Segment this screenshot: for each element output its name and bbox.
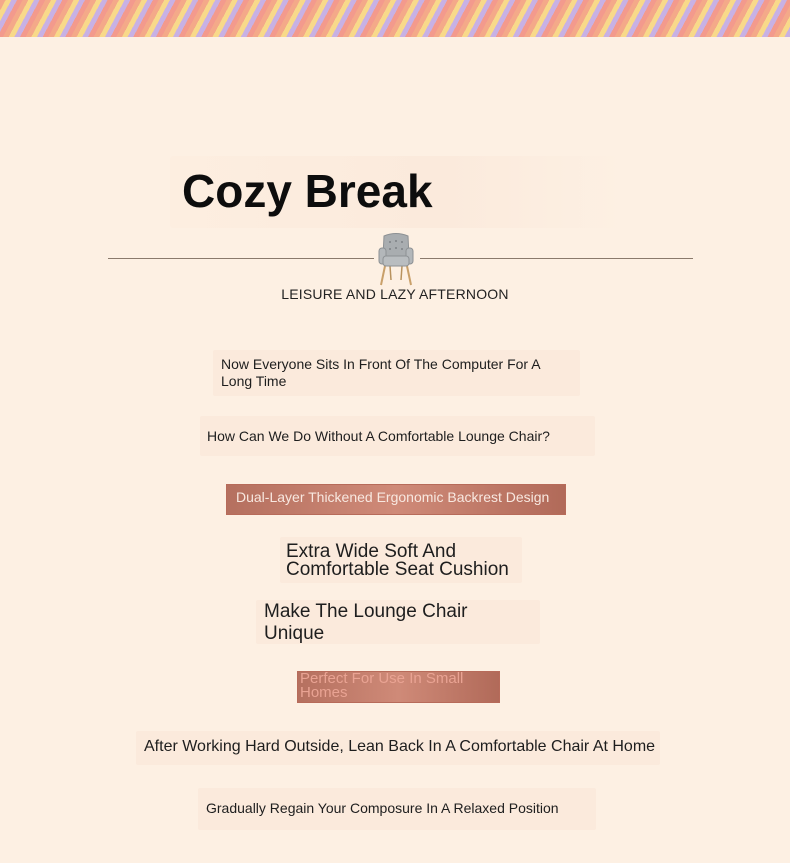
divider-right [420, 258, 693, 259]
feature-line-5: After Working Hard Outside, Lean Back In A Comfortable Chair At Home [144, 738, 656, 755]
badge-2-label: Perfect For Use In Small Homes [300, 671, 464, 701]
page-title: Cozy Break [182, 165, 433, 217]
badge-1-label: Dual-Layer Thickened Ergonomic Backrest Design [236, 489, 550, 505]
lounge-chair-icon [374, 232, 418, 286]
highlight-badge-2 [297, 671, 500, 703]
feature-line-1: Now Everyone Sits In Front Of The Computer For A Long Time [221, 356, 540, 389]
feature-line-3: Extra Wide Soft And Comfortable Seat Cushion [286, 541, 509, 580]
feature-line-4: Make The Lounge Chair Unique [264, 601, 468, 644]
highlight-badge-1 [226, 484, 566, 515]
decorative-stripe-band [0, 0, 790, 37]
page-subtitle: LEISURE AND LAZY AFTERNOON [281, 286, 509, 302]
feature-line-2: How Can We Do Without A Comfortable Lounge Chair? [207, 428, 550, 444]
divider-left [108, 258, 374, 259]
feature-line-6: Gradually Regain Your Composure In A Relaxed Position [206, 800, 559, 816]
